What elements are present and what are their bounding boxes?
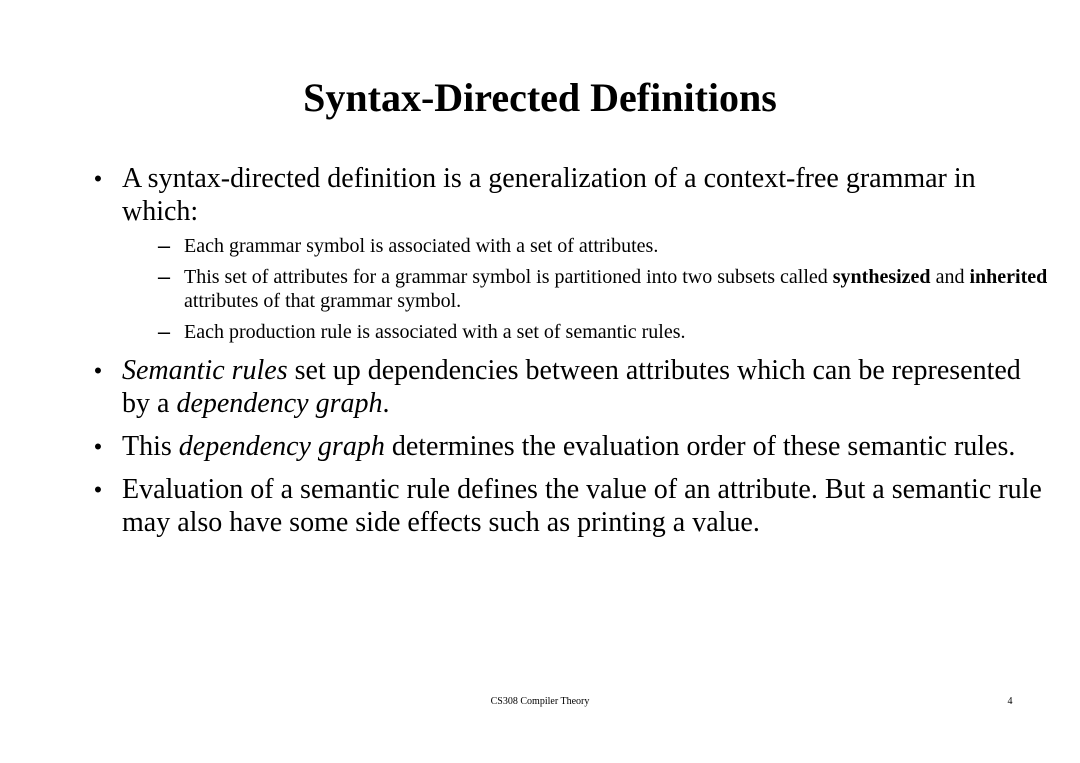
bullet-text: . bbox=[382, 388, 390, 419]
page-number: 4 bbox=[1007, 696, 1013, 707]
bullet-text: This bbox=[122, 431, 179, 462]
bullet-dependency-graph bbox=[88, 430, 1048, 463]
sub-bullet-partition bbox=[122, 265, 1048, 313]
dash-mark: – bbox=[157, 319, 171, 344]
slide-content bbox=[88, 162, 1048, 549]
slide-title: Syntax-Directed Definitions bbox=[303, 75, 777, 120]
bullet-evaluation bbox=[88, 473, 1048, 539]
sub-bullet-production-rule bbox=[122, 320, 1048, 344]
bullet-mark: • bbox=[94, 434, 102, 459]
sub-bullet-list bbox=[122, 234, 1048, 344]
term-dependency-graph: dependency graph bbox=[176, 388, 383, 419]
dash-mark: – bbox=[157, 233, 171, 258]
bullet-text: determines the evaluation order of these semantic rules. bbox=[384, 431, 1016, 462]
sub-bullet-attributes bbox=[122, 234, 1048, 258]
bullet-mark: • bbox=[94, 166, 102, 191]
bullet-definition bbox=[88, 162, 1048, 344]
sub-bullet-text: Each grammar symbol is associated with a set of attributes. bbox=[184, 235, 659, 257]
sub-bullet-text: and bbox=[930, 266, 970, 288]
dash-mark: – bbox=[157, 264, 171, 289]
footer-course-name: CS308 Compiler Theory bbox=[490, 696, 590, 707]
term-dependency-graph: dependency graph bbox=[178, 431, 385, 462]
sub-bullet-text: attributes of that grammar symbol. bbox=[184, 290, 462, 312]
bullet-text: A syntax-directed definition is a generalization of a context-free grammar in which: bbox=[122, 163, 976, 227]
term-semantic-rules: Semantic rules bbox=[122, 355, 288, 386]
bullet-text: Evaluation of a semantic rule defines the value of an attribute. But a semantic rule may also have some side effects such as printing a value. bbox=[122, 474, 1042, 538]
term-synthesized: synthesized bbox=[832, 266, 931, 288]
term-inherited: inherited bbox=[969, 266, 1048, 288]
bullet-mark: • bbox=[94, 477, 102, 502]
sub-bullet-text: This set of attributes for a grammar symbol is partitioned into two subsets called bbox=[184, 266, 833, 288]
bullet-text: set up dependencies between attributes which can be represented by a bbox=[122, 355, 1021, 419]
bullet-mark: • bbox=[94, 358, 102, 383]
sub-bullet-text: Each production rule is associated with a set of semantic rules. bbox=[184, 321, 686, 343]
bullet-semantic-rules bbox=[88, 354, 1048, 420]
